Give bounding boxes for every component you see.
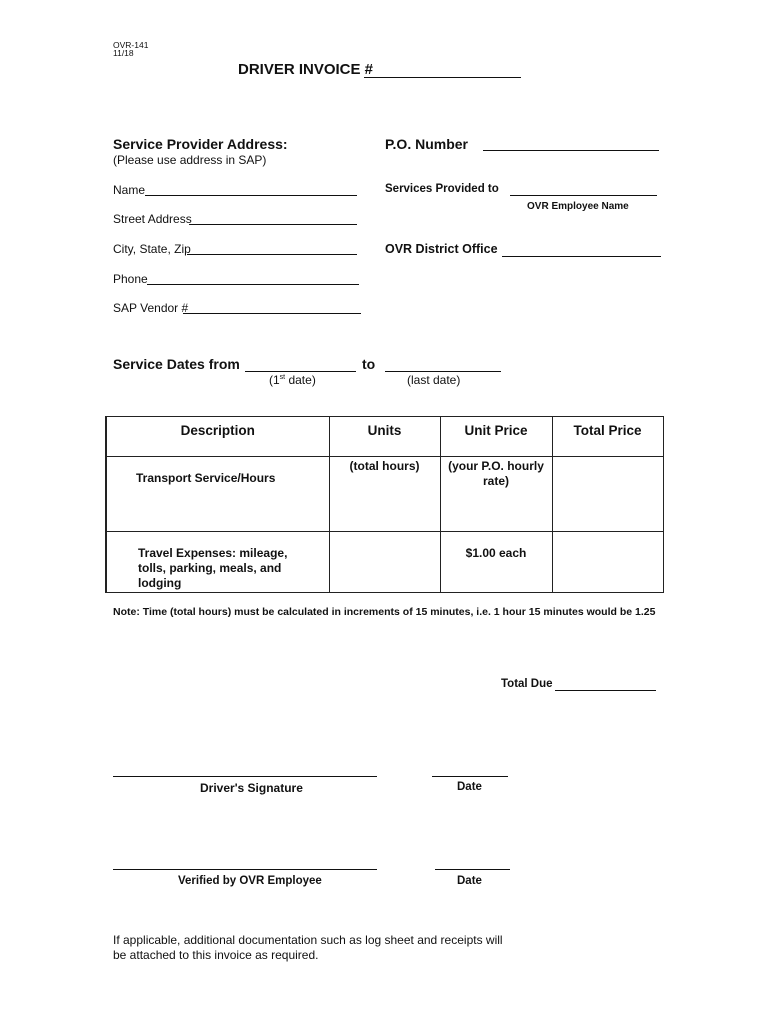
row1-total[interactable] [552, 457, 663, 532]
first-date-field[interactable] [245, 371, 356, 372]
row1-units[interactable]: (total hours) [329, 457, 440, 532]
name-field[interactable] [145, 195, 357, 196]
verified-date-line[interactable] [435, 869, 510, 870]
sap-vendor-field[interactable] [183, 313, 361, 314]
col-total-price: Total Price [552, 417, 663, 457]
employee-name-label: OVR Employee Name [527, 201, 629, 212]
city-label: City, State, Zip [113, 242, 191, 256]
phone-field[interactable] [147, 284, 359, 285]
provider-heading: Service Provider Address: [113, 136, 288, 152]
services-provided-field[interactable] [510, 195, 657, 196]
row1-description: Transport Service/Hours [106, 457, 329, 532]
col-unit-price: Unit Price [440, 417, 552, 457]
verified-label: Verified by OVR Employee [178, 875, 322, 887]
col-description: Description [106, 417, 329, 457]
page-title: DRIVER INVOICE # [238, 61, 374, 78]
name-label: Name [113, 183, 146, 197]
invoice-table [105, 416, 664, 593]
sap-vendor-label: SAP Vendor # [113, 301, 189, 315]
street-label: Street Address [113, 212, 192, 226]
form-code: OVR-141 [113, 40, 149, 50]
verified-signature-line[interactable] [113, 869, 377, 870]
dates-to-label: to [362, 356, 376, 372]
row2-description: Travel Expenses: mileage, tolls, parking, meals, and lodging [106, 532, 329, 593]
street-field[interactable] [189, 224, 357, 225]
po-label: P.O. Number [385, 136, 468, 152]
form-date: 11/18 [113, 48, 134, 58]
provider-note: (Please use address in SAP) [113, 153, 267, 167]
driver-date-label: Date [457, 781, 482, 793]
first-date-caption: (1st date) [269, 373, 316, 387]
phone-label: Phone [113, 272, 148, 286]
total-due-label: Total Due [501, 678, 553, 690]
driver-signature-label: Driver's Signature [200, 781, 303, 795]
row2-units[interactable] [329, 532, 440, 593]
row2-unit-price[interactable]: $1.00 each [440, 532, 552, 593]
table-row [106, 532, 663, 593]
footer-note: If applicable, additional documentation such as log sheet and receipts will be attached to this invoice as required. [113, 933, 503, 962]
last-date-field[interactable] [385, 371, 501, 372]
district-office-field[interactable] [502, 256, 661, 257]
last-date-caption: (last date) [407, 373, 461, 387]
col-units: Units [329, 417, 440, 457]
row2-total[interactable] [552, 532, 663, 593]
driver-signature-line[interactable] [113, 776, 377, 777]
verified-date-label: Date [457, 875, 482, 887]
service-dates-label: Service Dates from [113, 356, 240, 372]
table-row [106, 457, 663, 532]
driver-date-line[interactable] [432, 776, 508, 777]
invoice-number-field[interactable] [364, 77, 521, 78]
table-header-row [106, 417, 663, 457]
district-office-label: OVR District Office [385, 242, 498, 256]
services-provided-label: Services Provided to [385, 183, 499, 195]
total-due-field[interactable] [555, 690, 656, 691]
po-number-field[interactable] [483, 150, 659, 151]
city-field[interactable] [187, 254, 357, 255]
time-note: Note: Time (total hours) must be calculated in increments of 15 minutes, i.e. 1 hour 15 minutes would be 1.25 [113, 606, 656, 618]
row1-unit-price[interactable]: (your P.O. hourly rate) [440, 457, 552, 532]
